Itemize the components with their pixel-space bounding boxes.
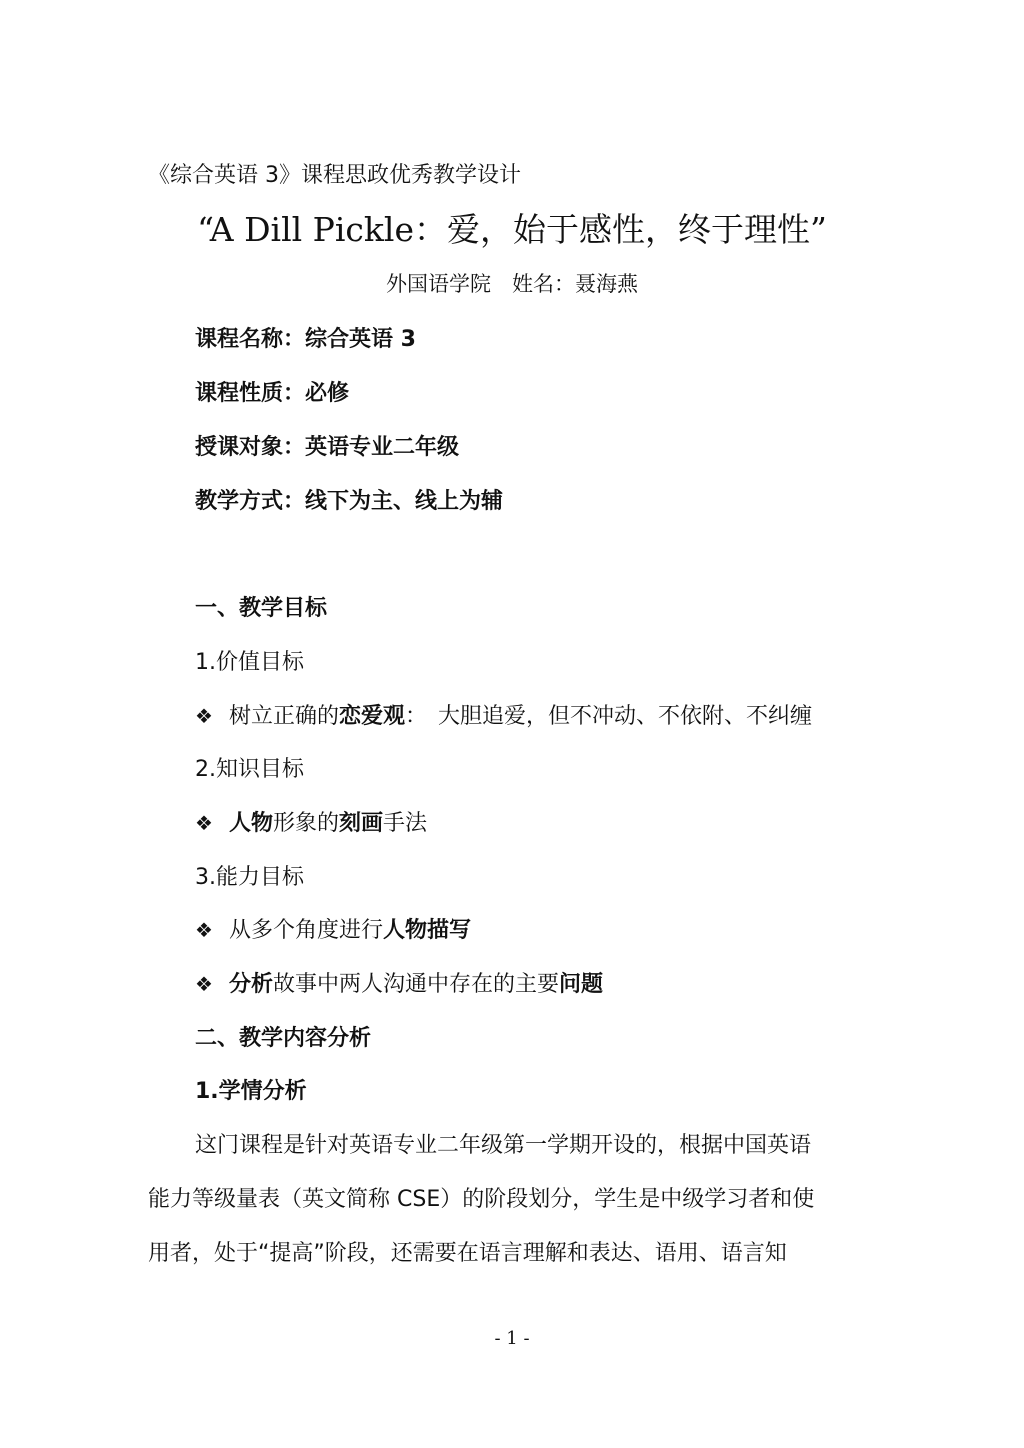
section-heading-content-analysis: 二、教学内容分析: [195, 1026, 372, 1051]
paragraph-line-3: 用者，处于“提高”阶段，还需要在语言理解和表达、语用、语言知: [148, 1241, 787, 1266]
subheading-value-goal: 1.价值目标: [195, 650, 304, 675]
meta-course-name: 课程名称：综合英语 3: [195, 327, 416, 352]
document-title: “A Dill Pickle：爱，始于感性，终于理性”: [197, 210, 827, 249]
diamond-bullet-icon: ❖: [195, 918, 213, 942]
meta-audience: 授课对象：英语专业二年级: [195, 435, 460, 460]
bullet-value-goal: ❖ 树立正确的恋爱观： 大胆追爱，但不冲动、不依附、不纠缠: [195, 704, 813, 729]
document-header: 《综合英语 3》课程思政优秀教学设计: [148, 163, 521, 188]
section-heading-objectives: 一、教学目标: [195, 596, 328, 621]
bullet-ability-goal-2: ❖ 分析故事中两人沟通中存在的主要问题: [195, 972, 604, 997]
author-line: 外国语学院 姓名：聂海燕: [386, 272, 638, 296]
page-number: - 1 -: [494, 1328, 530, 1349]
subheading-learner-analysis: 1.学情分析: [195, 1079, 307, 1104]
meta-teaching-mode: 教学方式：线下为主、线上为辅: [195, 489, 504, 514]
meta-course-type: 课程性质：必修: [195, 381, 350, 406]
bullet-knowledge-goal: ❖ 人物形象的刻画手法: [195, 811, 428, 836]
subheading-ability-goal: 3.能力目标: [195, 865, 304, 890]
diamond-bullet-icon: ❖: [195, 811, 213, 835]
paragraph-line-2: 能力等级量表（英文简称 CSE）的阶段划分，学生是中级学习者和使: [148, 1187, 815, 1212]
diamond-bullet-icon: ❖: [195, 972, 213, 996]
diamond-bullet-icon: ❖: [195, 704, 213, 728]
subheading-knowledge-goal: 2.知识目标: [195, 757, 304, 782]
bullet-ability-goal-1: ❖ 从多个角度进行人物描写: [195, 918, 472, 943]
paragraph-line-1: 这门课程是针对英语专业二年级第一学期开设的，根据中国英语: [195, 1133, 812, 1158]
